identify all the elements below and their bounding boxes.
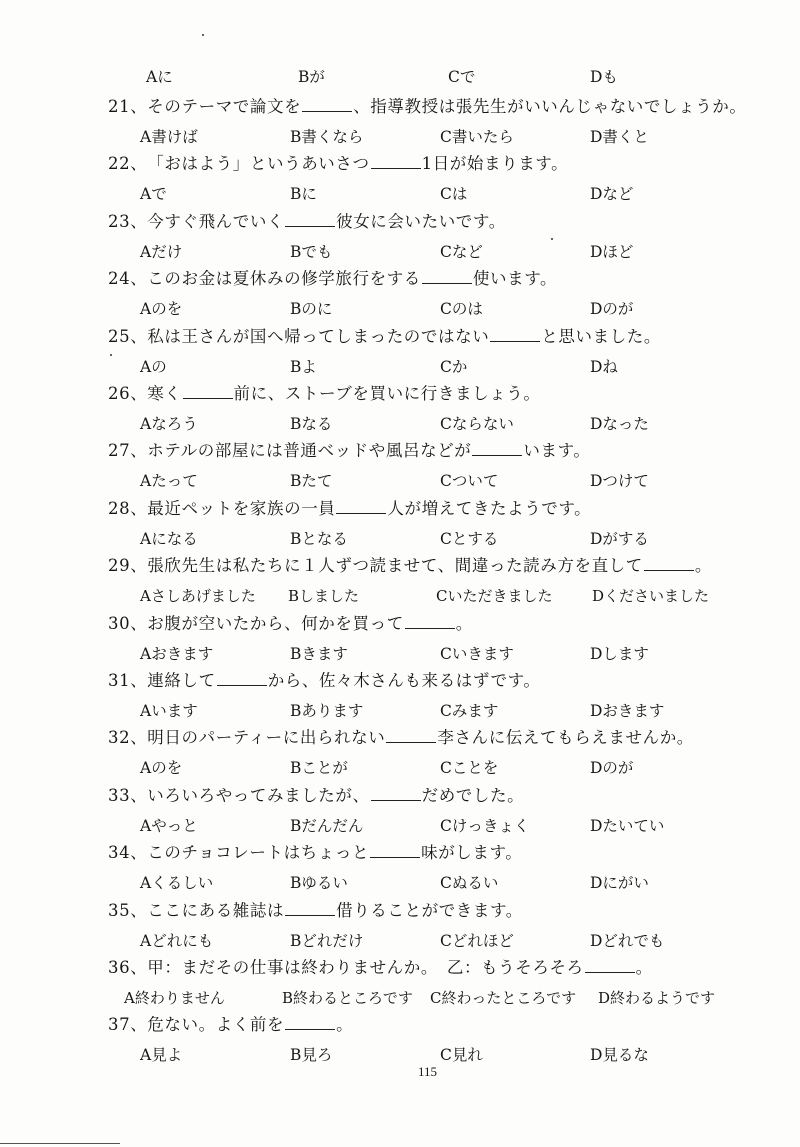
- option-a: A見よ: [140, 1046, 183, 1064]
- option-b: Bでも: [290, 243, 333, 261]
- option-c: Cいきます: [440, 645, 514, 663]
- option-d: Dのが: [590, 300, 634, 318]
- option-d: Dも: [590, 68, 618, 86]
- question-row: [0, 613, 800, 641]
- answer-blank: [472, 441, 522, 456]
- question-number: 22、: [108, 154, 148, 173]
- question-text: [108, 440, 590, 462]
- question-stem-before: 私は王さんが国へ帰ってしまったのではない: [147, 327, 490, 346]
- option-c: Cか: [440, 358, 468, 376]
- question-stem-before: ここにある雑誌は: [147, 901, 285, 920]
- options-row: [0, 470, 800, 498]
- question-stem-after: 借りることができます。: [336, 901, 523, 920]
- option-b: Bだんだん: [290, 817, 364, 835]
- question-row: [0, 326, 800, 354]
- answer-blank: [370, 843, 420, 858]
- option-c: C見れ: [440, 1046, 483, 1064]
- question-row: [0, 900, 800, 928]
- option-c: Cは: [440, 185, 468, 203]
- option-b: Bことが: [290, 759, 348, 777]
- question-stem-before: 「おはよう」というあいさつ: [147, 154, 370, 173]
- option-a: Aのを: [140, 300, 183, 318]
- option-c: Cならない: [440, 415, 514, 433]
- option-d: Dなった: [590, 415, 649, 433]
- option-b: Bあります: [290, 702, 364, 720]
- option-b: Bゆるい: [290, 874, 348, 892]
- question-stem-before: このチョコレートはちょっと: [147, 843, 370, 862]
- question-text: [108, 670, 540, 692]
- question-text: [108, 957, 653, 979]
- question-stem-before: 連絡して: [147, 671, 216, 690]
- option-b: Bどれだけ: [290, 932, 364, 950]
- question-number: 21、: [108, 97, 148, 116]
- question-number: 34、: [108, 843, 148, 862]
- question-row: [0, 211, 800, 239]
- question-row: [0, 842, 800, 870]
- option-c: Cついて: [440, 472, 499, 490]
- answer-blank: [217, 671, 267, 686]
- question-stem-after: 李さんに伝えてもらえませんか。: [437, 728, 694, 747]
- answer-blank: [644, 556, 694, 571]
- options-row: [0, 413, 800, 441]
- question-number: 29、: [108, 556, 148, 575]
- option-b: Bしました: [288, 587, 360, 605]
- answer-blank: [490, 327, 540, 342]
- question-stem-after: 。: [455, 614, 473, 633]
- option-c: Cのは: [440, 300, 483, 318]
- question-number: 25、: [108, 327, 148, 346]
- question-text: [108, 498, 591, 520]
- option-b: B書くなら: [290, 128, 364, 146]
- option-d: Dたいてい: [590, 817, 665, 835]
- question-stem-before: このお金は夏休みの修学旅行をする: [147, 269, 421, 288]
- answer-blank: [371, 154, 421, 169]
- option-b: Bよ: [290, 358, 317, 376]
- option-a: Aになる: [140, 530, 198, 548]
- option-a: Aどれにも: [140, 932, 214, 950]
- answer-blank: [386, 728, 436, 743]
- question-stem-before: ホテルの部屋には普通ベッドや風呂などが: [147, 441, 472, 460]
- options-row: [0, 700, 800, 728]
- question-number: 36、: [108, 958, 148, 977]
- answer-blank: [285, 1015, 335, 1030]
- question-row: [0, 498, 800, 526]
- question-number: 32、: [108, 728, 148, 747]
- question-number: 30、: [108, 614, 148, 633]
- options-row: [0, 356, 800, 384]
- option-b: Bが: [298, 68, 325, 86]
- option-d: Dのが: [590, 759, 634, 777]
- question-row: [0, 555, 800, 583]
- option-d: Dくださいました: [592, 587, 710, 605]
- option-b: Bきます: [290, 645, 348, 663]
- options-row: [0, 585, 800, 613]
- option-a: Aの: [140, 358, 167, 376]
- option-d: Dね: [590, 358, 618, 376]
- question-text: [108, 785, 524, 807]
- option-a: Aいます: [140, 702, 198, 720]
- options-row: [0, 930, 800, 958]
- option-a: Aのを: [140, 759, 183, 777]
- answer-blank: [422, 269, 472, 284]
- options-row: [0, 757, 800, 785]
- question-number: 24、: [108, 269, 148, 288]
- question-text: [108, 268, 557, 290]
- options-row: [0, 241, 800, 269]
- question-stem-before: 最近ペットを家族の一員: [147, 499, 336, 518]
- question-number: 28、: [108, 499, 148, 518]
- question-text: [108, 900, 523, 922]
- question-stem-after: 使います。: [472, 269, 558, 288]
- options-row: [0, 815, 800, 843]
- option-c: Cいただきました: [436, 587, 553, 605]
- option-a: Aさしあげました: [140, 587, 256, 605]
- question-row: [0, 1014, 800, 1042]
- question-stem-after: 。: [635, 958, 653, 977]
- question-row: [0, 153, 800, 181]
- question-stem-after: 。: [694, 556, 712, 575]
- question-stem-before: 寒く: [147, 384, 182, 403]
- option-a: Aやっと: [140, 817, 198, 835]
- option-c: Cみます: [440, 702, 499, 720]
- options-row: [0, 987, 800, 1015]
- option-b: B見ろ: [290, 1046, 333, 1064]
- option-c: Cとする: [440, 530, 499, 548]
- options-row: [0, 126, 800, 154]
- option-b: B終わるところです: [282, 989, 413, 1007]
- answer-blank: [285, 212, 335, 227]
- question-number: 23、: [108, 212, 148, 231]
- answer-blank: [302, 97, 352, 112]
- options-row: [0, 298, 800, 326]
- question-number: 31、: [108, 671, 148, 690]
- prev-options-row: [0, 66, 800, 94]
- question-number: 35、: [108, 901, 148, 920]
- question-row: [0, 440, 800, 468]
- question-text: [108, 96, 747, 118]
- option-a: A書けば: [140, 128, 198, 146]
- option-d: D見るな: [590, 1046, 649, 1064]
- answer-blank: [585, 958, 635, 973]
- question-number: 26、: [108, 384, 148, 403]
- question-number: 27、: [108, 441, 148, 460]
- question-stem-after: 味がします。: [421, 843, 523, 862]
- question-text: [108, 1014, 353, 1036]
- question-stem-after: 1日が始まります。: [421, 154, 569, 173]
- options-row: [0, 1044, 800, 1072]
- option-d: Dほど: [590, 243, 634, 261]
- question-stem-after: 前に、ストーブを買いに行きましょう。: [233, 384, 541, 403]
- option-d: Dなど: [590, 185, 634, 203]
- options-row: [0, 872, 800, 900]
- scan-speck: [110, 354, 112, 356]
- option-d: Dにがい: [590, 874, 649, 892]
- question-stem-before: 危ない。よく前を: [147, 1015, 285, 1034]
- option-c: C書いたら: [440, 128, 514, 146]
- option-b: Bたて: [290, 472, 333, 490]
- option-a: Aに: [146, 68, 173, 86]
- answer-blank: [285, 901, 335, 916]
- option-c: Cぬるい: [440, 874, 499, 892]
- option-d: Dつけて: [590, 472, 649, 490]
- option-c: Cで: [448, 68, 476, 86]
- question-stem-after: 人が増えてきたようです。: [387, 499, 592, 518]
- answer-blank: [336, 499, 386, 514]
- question-stem-before: お腹が空いたから、何かを買って: [147, 614, 404, 633]
- question-text: [108, 383, 540, 405]
- question-stem-before: 張欣先生は私たちに１人ずつ読ませて、間違った読み方を直して: [147, 556, 643, 575]
- question-stem-before: 明日のパーティーに出られない: [147, 728, 386, 747]
- option-a: Aで: [140, 185, 167, 203]
- option-a: A終わりません: [124, 989, 225, 1007]
- question-row: [0, 670, 800, 698]
- option-c: Cことを: [440, 759, 499, 777]
- option-b: Bのに: [290, 300, 333, 318]
- option-a: Aおきます: [140, 645, 214, 663]
- scan-speck: [551, 238, 553, 240]
- question-text: [108, 842, 522, 864]
- option-a: Aだけ: [140, 243, 183, 261]
- option-c: Cなど: [440, 243, 483, 261]
- question-stem-after: います。: [523, 441, 591, 460]
- option-c: C終わったところです: [430, 989, 577, 1007]
- question-row: [0, 957, 800, 985]
- option-d: Dがする: [590, 530, 649, 548]
- question-row: [0, 383, 800, 411]
- option-a: Aくるしい: [140, 874, 214, 892]
- question-stem-after: と思いました。: [541, 327, 661, 346]
- question-row: [0, 96, 800, 124]
- option-d: Dおきます: [590, 702, 665, 720]
- options-row: [0, 183, 800, 211]
- scan-speck: [202, 34, 204, 36]
- option-b: Bなる: [290, 415, 333, 433]
- question-row: [0, 727, 800, 755]
- question-text: [108, 727, 694, 749]
- question-number: 33、: [108, 786, 148, 805]
- question-stem-before: 今すぐ飛んでいく: [147, 212, 285, 231]
- question-text: [108, 326, 661, 348]
- option-d: D書くと: [590, 128, 649, 146]
- question-stem-after: だめでした。: [421, 786, 525, 805]
- option-c: Cけっきょく: [440, 817, 530, 835]
- scan-edge-line: [0, 1143, 120, 1144]
- question-stem-after: 彼女に会いたいです。: [336, 212, 506, 231]
- question-stem-before: いろいろやってみましたが、: [147, 786, 370, 805]
- options-row: [0, 528, 800, 556]
- page-number: 115: [418, 1064, 438, 1079]
- option-a: Aなろう: [140, 415, 198, 433]
- question-text: [108, 153, 568, 175]
- answer-blank: [371, 786, 421, 801]
- question-row: [0, 268, 800, 296]
- option-d: Dどれでも: [590, 932, 665, 950]
- question-row: [0, 785, 800, 813]
- question-number: 37、: [108, 1015, 148, 1034]
- question-stem-after: 。: [336, 1015, 354, 1034]
- question-stem-before: 甲：まだその仕事は終わりませんか。 乙：もうそろそろ: [147, 958, 584, 977]
- question-stem-after: から、佐々木さんも来るはずです。: [267, 671, 541, 690]
- question-text: [108, 613, 473, 635]
- option-c: Cどれほど: [440, 932, 514, 950]
- question-stem-after: 、指導教授は張先生がいいんじゃないでしょうか。: [353, 97, 747, 116]
- answer-blank: [405, 614, 455, 629]
- option-b: Bとなる: [290, 530, 348, 548]
- answer-blank: [183, 384, 233, 399]
- option-d: D終わるようです: [598, 989, 716, 1007]
- option-b: Bに: [290, 185, 317, 203]
- question-text: [108, 555, 712, 577]
- option-d: Dします: [590, 645, 649, 663]
- question-stem-before: そのテーマで論文を: [147, 97, 302, 116]
- options-row: [0, 643, 800, 671]
- question-text: [108, 211, 506, 233]
- option-a: Aたって: [140, 472, 198, 490]
